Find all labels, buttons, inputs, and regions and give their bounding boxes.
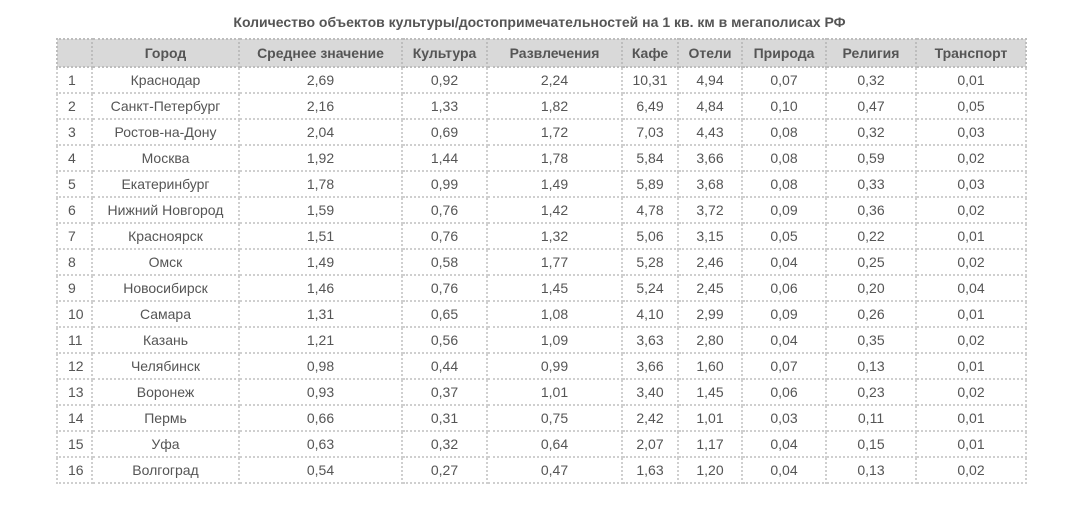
value-cell: 0,04 bbox=[916, 275, 1026, 301]
value-cell: 0,59 bbox=[826, 145, 916, 171]
value-cell: 0,05 bbox=[916, 93, 1026, 119]
value-cell: 0,64 bbox=[487, 431, 622, 457]
column-header: Религия bbox=[826, 39, 916, 67]
value-cell: 0,03 bbox=[916, 171, 1026, 197]
value-cell: 0,13 bbox=[826, 457, 916, 483]
value-cell: 0,36 bbox=[826, 197, 916, 223]
city-cell: Волгоград bbox=[92, 457, 239, 483]
value-cell: 3,72 bbox=[678, 197, 742, 223]
row-number: 12 bbox=[57, 353, 92, 379]
value-cell: 3,40 bbox=[622, 379, 678, 405]
value-cell: 2,24 bbox=[487, 67, 622, 93]
value-cell: 0,35 bbox=[826, 327, 916, 353]
value-cell: 0,99 bbox=[487, 353, 622, 379]
value-cell: 0,66 bbox=[239, 405, 402, 431]
value-cell: 1,09 bbox=[487, 327, 622, 353]
value-cell: 1,63 bbox=[622, 457, 678, 483]
value-cell: 1,42 bbox=[487, 197, 622, 223]
value-cell: 1,33 bbox=[402, 93, 487, 119]
value-cell: 0,10 bbox=[742, 93, 826, 119]
value-cell: 0,58 bbox=[402, 249, 487, 275]
value-cell: 0,27 bbox=[402, 457, 487, 483]
value-cell: 0,04 bbox=[742, 457, 826, 483]
value-cell: 0,26 bbox=[826, 301, 916, 327]
value-cell: 1,77 bbox=[487, 249, 622, 275]
value-cell: 0,04 bbox=[742, 249, 826, 275]
value-cell: 1,60 bbox=[678, 353, 742, 379]
row-number: 7 bbox=[57, 223, 92, 249]
city-cell: Краснодар bbox=[92, 67, 239, 93]
value-cell: 1,49 bbox=[239, 249, 402, 275]
value-cell: 7,03 bbox=[622, 119, 678, 145]
value-cell: 1,78 bbox=[239, 171, 402, 197]
value-cell: 0,65 bbox=[402, 301, 487, 327]
city-cell: Уфа bbox=[92, 431, 239, 457]
value-cell: 0,93 bbox=[239, 379, 402, 405]
value-cell: 1,45 bbox=[487, 275, 622, 301]
value-cell: 1,49 bbox=[487, 171, 622, 197]
value-cell: 0,99 bbox=[402, 171, 487, 197]
table-row bbox=[57, 145, 1026, 171]
value-cell: 0,15 bbox=[826, 431, 916, 457]
value-cell: 0,04 bbox=[742, 431, 826, 457]
value-cell: 0,92 bbox=[402, 67, 487, 93]
city-cell: Самара bbox=[92, 301, 239, 327]
value-cell: 2,99 bbox=[678, 301, 742, 327]
value-cell: 0,03 bbox=[742, 405, 826, 431]
value-cell: 0,32 bbox=[826, 119, 916, 145]
value-cell: 0,56 bbox=[402, 327, 487, 353]
value-cell: 1,20 bbox=[678, 457, 742, 483]
value-cell: 2,04 bbox=[239, 119, 402, 145]
value-cell: 2,46 bbox=[678, 249, 742, 275]
row-number: 5 bbox=[57, 171, 92, 197]
value-cell: 1,31 bbox=[239, 301, 402, 327]
value-cell: 0,47 bbox=[826, 93, 916, 119]
value-cell: 3,66 bbox=[678, 145, 742, 171]
value-cell: 5,28 bbox=[622, 249, 678, 275]
value-cell: 0,47 bbox=[487, 457, 622, 483]
value-cell: 0,22 bbox=[826, 223, 916, 249]
table-row bbox=[57, 249, 1026, 275]
value-cell: 0,05 bbox=[742, 223, 826, 249]
value-cell: 0,02 bbox=[916, 145, 1026, 171]
table-row bbox=[57, 275, 1026, 301]
header-index bbox=[57, 39, 92, 67]
row-number: 14 bbox=[57, 405, 92, 431]
city-cell: Санкт-Петербург bbox=[92, 93, 239, 119]
value-cell: 0,06 bbox=[742, 379, 826, 405]
value-cell: 10,31 bbox=[622, 67, 678, 93]
value-cell: 0,23 bbox=[826, 379, 916, 405]
value-cell: 0,63 bbox=[239, 431, 402, 457]
column-header: Транспорт bbox=[916, 39, 1026, 67]
table-row bbox=[57, 301, 1026, 327]
value-cell: 1,32 bbox=[487, 223, 622, 249]
table-row bbox=[57, 197, 1026, 223]
row-number: 4 bbox=[57, 145, 92, 171]
value-cell: 1,45 bbox=[678, 379, 742, 405]
header-row bbox=[57, 39, 1026, 67]
value-cell: 0,02 bbox=[916, 197, 1026, 223]
value-cell: 0,06 bbox=[742, 275, 826, 301]
value-cell: 1,92 bbox=[239, 145, 402, 171]
row-number: 9 bbox=[57, 275, 92, 301]
value-cell: 0,76 bbox=[402, 275, 487, 301]
row-number: 15 bbox=[57, 431, 92, 457]
city-cell: Ростов-на-Дону bbox=[92, 119, 239, 145]
value-cell: 2,69 bbox=[239, 67, 402, 93]
value-cell: 4,94 bbox=[678, 67, 742, 93]
value-cell: 1,46 bbox=[239, 275, 402, 301]
column-header: Кафе bbox=[622, 39, 678, 67]
city-cell: Москва bbox=[92, 145, 239, 171]
value-cell: 0,25 bbox=[826, 249, 916, 275]
value-cell: 0,76 bbox=[402, 223, 487, 249]
table-row bbox=[57, 67, 1026, 93]
value-cell: 1,01 bbox=[678, 405, 742, 431]
table-header bbox=[57, 39, 1026, 67]
value-cell: 0,08 bbox=[742, 171, 826, 197]
value-cell: 0,44 bbox=[402, 353, 487, 379]
table-row bbox=[57, 457, 1026, 483]
value-cell: 1,01 bbox=[487, 379, 622, 405]
value-cell: 0,09 bbox=[742, 197, 826, 223]
value-cell: 0,01 bbox=[916, 353, 1026, 379]
value-cell: 0,01 bbox=[916, 301, 1026, 327]
value-cell: 0,02 bbox=[916, 327, 1026, 353]
column-header: Город bbox=[92, 39, 239, 67]
value-cell: 0,01 bbox=[916, 223, 1026, 249]
value-cell: 0,08 bbox=[742, 119, 826, 145]
value-cell: 4,43 bbox=[678, 119, 742, 145]
column-header: Отели bbox=[678, 39, 742, 67]
city-cell: Нижний Новгород bbox=[92, 197, 239, 223]
value-cell: 3,66 bbox=[622, 353, 678, 379]
value-cell: 0,76 bbox=[402, 197, 487, 223]
value-cell: 5,89 bbox=[622, 171, 678, 197]
value-cell: 0,07 bbox=[742, 67, 826, 93]
table-row bbox=[57, 431, 1026, 457]
column-header: Культура bbox=[402, 39, 487, 67]
value-cell: 0,33 bbox=[826, 171, 916, 197]
table-title: Количество объектов культуры/достопримечательностей на 1 кв. км в мегаполисах РФ bbox=[233, 14, 846, 30]
value-cell: 1,78 bbox=[487, 145, 622, 171]
row-number: 10 bbox=[57, 301, 92, 327]
table-row bbox=[57, 405, 1026, 431]
value-cell: 3,15 bbox=[678, 223, 742, 249]
city-cell: Воронеж bbox=[92, 379, 239, 405]
value-cell: 0,02 bbox=[916, 249, 1026, 275]
city-cell: Екатеринбург bbox=[92, 171, 239, 197]
value-cell: 3,68 bbox=[678, 171, 742, 197]
value-cell: 1,21 bbox=[239, 327, 402, 353]
value-cell: 0,07 bbox=[742, 353, 826, 379]
value-cell: 0,01 bbox=[916, 405, 1026, 431]
value-cell: 5,24 bbox=[622, 275, 678, 301]
row-number: 13 bbox=[57, 379, 92, 405]
value-cell: 0,32 bbox=[402, 431, 487, 457]
value-cell: 0,03 bbox=[916, 119, 1026, 145]
value-cell: 2,80 bbox=[678, 327, 742, 353]
row-number: 2 bbox=[57, 93, 92, 119]
city-cell: Казань bbox=[92, 327, 239, 353]
table-body bbox=[57, 67, 1026, 483]
value-cell: 1,72 bbox=[487, 119, 622, 145]
city-cell: Красноярск bbox=[92, 223, 239, 249]
column-header: Природа bbox=[742, 39, 826, 67]
value-cell: 0,98 bbox=[239, 353, 402, 379]
value-cell: 1,51 bbox=[239, 223, 402, 249]
value-cell: 0,04 bbox=[742, 327, 826, 353]
city-cell: Омск bbox=[92, 249, 239, 275]
value-cell: 1,59 bbox=[239, 197, 402, 223]
value-cell: 0,37 bbox=[402, 379, 487, 405]
value-cell: 0,11 bbox=[826, 405, 916, 431]
value-cell: 4,10 bbox=[622, 301, 678, 327]
value-cell: 0,01 bbox=[916, 431, 1026, 457]
city-cell: Пермь bbox=[92, 405, 239, 431]
table-row bbox=[57, 327, 1026, 353]
table-row bbox=[57, 223, 1026, 249]
value-cell: 2,07 bbox=[622, 431, 678, 457]
value-cell: 2,16 bbox=[239, 93, 402, 119]
value-cell: 0,31 bbox=[402, 405, 487, 431]
table-row bbox=[57, 93, 1026, 119]
value-cell: 5,84 bbox=[622, 145, 678, 171]
value-cell: 0,75 bbox=[487, 405, 622, 431]
value-cell: 0,02 bbox=[916, 379, 1026, 405]
value-cell: 5,06 bbox=[622, 223, 678, 249]
value-cell: 1,08 bbox=[487, 301, 622, 327]
column-header: Среднее значение bbox=[239, 39, 402, 67]
table-row bbox=[57, 119, 1026, 145]
value-cell: 1,82 bbox=[487, 93, 622, 119]
value-cell: 0,20 bbox=[826, 275, 916, 301]
row-number: 16 bbox=[57, 457, 92, 483]
value-cell: 4,84 bbox=[678, 93, 742, 119]
value-cell: 0,69 bbox=[402, 119, 487, 145]
row-number: 6 bbox=[57, 197, 92, 223]
row-number: 1 bbox=[57, 67, 92, 93]
row-number: 8 bbox=[57, 249, 92, 275]
table-row bbox=[57, 171, 1026, 197]
row-number: 3 bbox=[57, 119, 92, 145]
value-cell: 0,09 bbox=[742, 301, 826, 327]
value-cell: 2,42 bbox=[622, 405, 678, 431]
table-row bbox=[57, 379, 1026, 405]
table-row bbox=[57, 353, 1026, 379]
value-cell: 0,32 bbox=[826, 67, 916, 93]
value-cell: 0,13 bbox=[826, 353, 916, 379]
city-cell: Новосибирск bbox=[92, 275, 239, 301]
value-cell: 0,01 bbox=[916, 67, 1026, 93]
value-cell: 2,45 bbox=[678, 275, 742, 301]
value-cell: 0,02 bbox=[916, 457, 1026, 483]
value-cell: 0,54 bbox=[239, 457, 402, 483]
value-cell: 1,17 bbox=[678, 431, 742, 457]
city-cell: Челябинск bbox=[92, 353, 239, 379]
value-cell: 1,44 bbox=[402, 145, 487, 171]
value-cell: 0,08 bbox=[742, 145, 826, 171]
row-number: 11 bbox=[57, 327, 92, 353]
column-header: Развлечения bbox=[487, 39, 622, 67]
value-cell: 6,49 bbox=[622, 93, 678, 119]
data-table bbox=[56, 38, 1027, 484]
value-cell: 4,78 bbox=[622, 197, 678, 223]
value-cell: 3,63 bbox=[622, 327, 678, 353]
